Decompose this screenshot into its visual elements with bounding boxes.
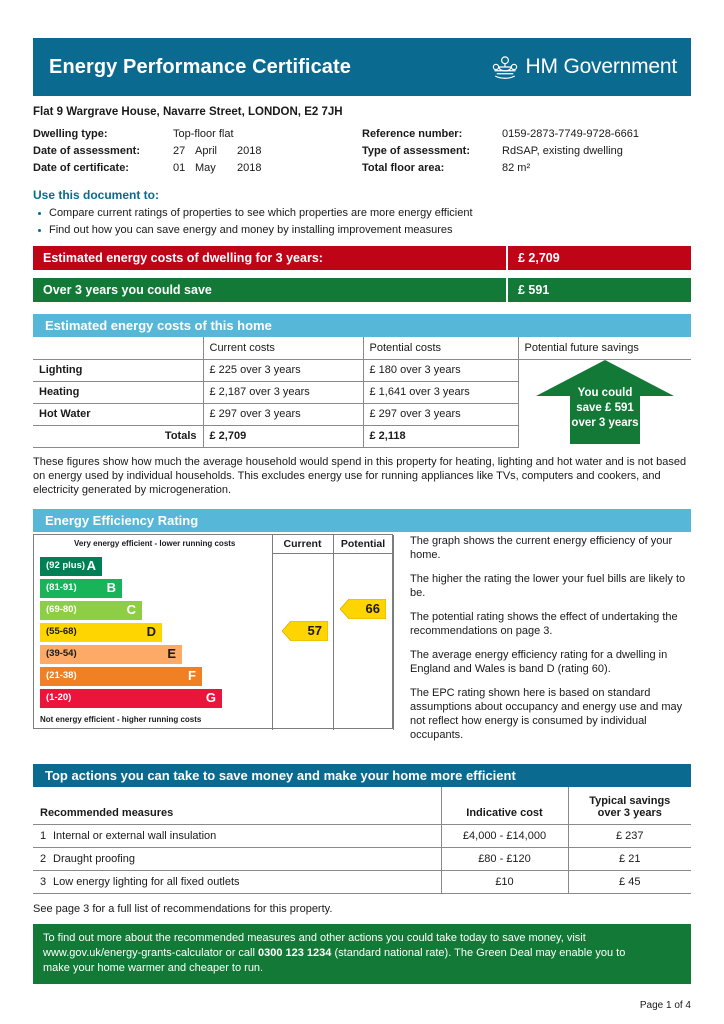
detail-value: 82 m² [502,162,531,174]
band-letter: B [106,579,116,595]
savings-line-1: You could [577,387,633,400]
costs-note: These figures show how much the average household would spend in this property for heating, lighting and hot water and is not based on energy used by individual households. This excludes energy use for running appliances like TVs, computers and cookers, and electricity generated by microgeneration. [33,455,687,496]
measure-name [33,871,441,894]
band-range: (21-38) [46,669,77,681]
savings-arrow [519,358,692,446]
detail-row [362,127,691,141]
measure-savings: £ 45 [568,871,691,894]
savings-line-3: over 3 years [571,417,639,430]
efficiency-section-title: Energy Efficiency Rating [33,509,691,532]
band-range: (92 plus) [46,559,86,571]
use-document-title: Use this document to: [33,188,160,202]
cost-row-current: £ 297 over 3 years [203,403,363,425]
table-row [33,825,691,848]
band-letter: C [126,601,136,617]
top-actions-title: Top actions you can take to save money and make your home more efficient [33,764,691,787]
measure-savings: £ 237 [568,825,691,848]
detail-label: Total floor area: [362,162,445,174]
table-row [33,871,691,894]
green-deal-line-2-tail: (standard national rate). The Green Deal may enable you to [331,947,626,959]
efficiency-explanation [398,534,691,752]
certificate-month: May [195,162,216,174]
page-title: Energy Performance Certificate [49,55,352,78]
cost-row-name: Hot Water [33,403,203,425]
column-header-blank [33,337,203,359]
list-item: Compare current ratings of properties to see which properties are more energy efficient [33,206,691,221]
savings-arrow-cell [518,359,691,447]
efficiency-paragraph: The graph shows the current energy efficiency of your home. [410,534,673,561]
green-deal-box [33,924,691,984]
estimated-cost-label: Estimated energy costs of dwelling for 3 years: [43,251,323,265]
detail-row [362,144,691,158]
detail-value: Top-floor flat [173,128,234,140]
column-header-cost: Indicative cost [441,787,568,825]
assessment-day: 27 [173,145,186,157]
document-header [33,38,691,96]
band-range: (69-80) [46,603,77,615]
green-deal-phone: 0300 123 1234 [258,947,332,959]
measure-name [33,825,441,848]
band-letter: D [146,623,156,639]
band-letter: E [167,645,176,661]
costs-section-title: Estimated energy costs of this home [33,314,691,337]
detail-row [33,161,362,175]
band-range: (1-20) [46,691,72,703]
efficiency-graph-column [33,534,398,752]
detail-label: Reference number: [362,128,463,140]
green-deal-line-3: make your home warmer and cheaper to run. [43,962,264,974]
cost-row-name: Heating [33,381,203,403]
band-a [40,557,102,576]
efficiency-paragraph: The average energy efficiency rating for a dwelling in England and Wales is band D (rating 60). [410,648,668,675]
assessment-year: 2018 [237,145,262,157]
table-header-row [33,787,691,825]
savings-arrow-text [519,386,692,431]
measure-savings: £ 21 [568,848,691,871]
details-left-column [33,127,362,178]
list-item: Find out how you can save energy and money by installing improvement measures [33,223,691,238]
band-e [40,645,182,664]
detail-value [173,144,362,158]
cost-row-potential: £ 297 over 3 years [363,403,518,425]
column-header-measures: Recommended measures [33,787,441,825]
estimated-costs-table [33,337,691,448]
efficiency-paragraph: The EPC rating shown here is based on standard assumptions about occupancy and energy use and may not reflect how energy is consumed by individual occupants. [410,686,683,741]
current-rating-value: 57 [307,622,322,638]
table-row [33,359,691,381]
column-header-savings: Potential future savings [518,337,691,359]
property-address: Flat 9 Wargrave House, Navarre Street, LONDON, E2 7JH [33,106,343,118]
detail-value [173,161,362,175]
graph-bottom-label: Not energy efficient - higher running costs [40,714,202,724]
assessment-month: April [195,145,218,157]
column-header-savings [568,787,691,825]
use-document-list [33,206,691,238]
crown-icon [490,52,520,82]
measure-cost: £80 - £120 [441,848,568,871]
totals-potential: £ 2,118 [363,425,518,447]
band-c [40,601,142,620]
column-header-current-rating: Current [283,537,322,550]
detail-value: 0159-2873-7749-9728-6661 [502,128,640,140]
current-potential-columns [272,535,394,730]
savings-line-2: save £ 591 [576,402,634,415]
detail-label: Date of certificate: [33,162,129,174]
efficiency-section [33,534,691,752]
details-right-column [362,127,691,178]
band-g [40,689,222,708]
see-page-note: See page 3 for a full list of recommendations for this property. [33,903,333,915]
measure-cost: £4,000 - £14,000 [441,825,568,848]
detail-label: Date of assessment: [33,145,140,157]
detail-label: Type of assessment: [362,145,471,157]
estimated-cost-amount: £ 2,709 [506,246,691,270]
measure-text: Draught proofing [53,853,135,865]
measure-number: 3 [40,876,47,888]
measure-name [33,848,441,871]
detail-row [362,161,691,175]
cost-row-potential: £ 180 over 3 years [363,359,518,381]
column-header-potential-rating: Potential [340,537,386,550]
efficiency-paragraph: The higher the rating the lower your fuel bills are likely to be. [410,572,686,599]
cost-row-current: £ 225 over 3 years [203,359,363,381]
column-header-potential: Potential costs [363,337,518,359]
column-header-current: Current costs [203,337,363,359]
top-actions-table [33,787,691,895]
column-header-savings-line1: Typical savings [589,795,671,807]
band-d [40,623,162,642]
property-details [33,127,691,178]
measure-text: Low energy lighting for all fixed outlets [53,876,240,888]
band-letter: F [188,667,196,683]
graph-top-label: Very energy efficient - lower running costs [74,538,236,548]
detail-row [33,144,362,158]
cost-row-potential: £ 1,641 over 3 years [363,381,518,403]
cost-row-name: Lighting [33,359,203,381]
band-range: (55-68) [46,625,77,637]
band-b [40,579,122,598]
green-deal-link[interactable]: www.gov.uk/energy-grants-calculator or call [43,947,258,959]
totals-current: £ 2,709 [203,425,363,447]
table-row [33,848,691,871]
cost-row-current: £ 2,187 over 3 years [203,381,363,403]
current-rating-tag [282,621,328,641]
band-f [40,667,202,686]
band-letter: A [86,557,96,573]
green-deal-line-1: To find out more about the recommended measures and other actions you could take today to save money, visit [43,932,586,944]
measure-cost: £10 [441,871,568,894]
measure-number: 1 [40,830,47,842]
band-range: (39-54) [46,647,77,659]
efficiency-graph [33,534,393,729]
detail-row [33,127,362,141]
column-header-savings-line2: over 3 years [597,807,662,819]
band-range: (81-91) [46,581,77,593]
hm-government-logo [490,52,677,82]
measure-text: Internal or external wall insulation [53,830,217,842]
certificate-year: 2018 [237,162,262,174]
savings-bar [33,278,691,302]
certificate-day: 01 [173,162,186,174]
savings-amount: £ 591 [506,278,691,302]
potential-rating-value: 66 [365,600,380,616]
savings-label: Over 3 years you could save [43,283,212,297]
potential-rating-tag [340,599,386,619]
table-header-row [33,337,691,359]
efficiency-paragraph: The potential rating shows the effect of undertaking the recommendations on page 3. [410,610,678,637]
measure-number: 2 [40,853,47,865]
hm-government-text: HM Government [525,55,677,78]
detail-label: Dwelling type: [33,128,108,140]
estimated-cost-bar [33,246,691,270]
band-letter: G [205,689,216,705]
page-number: Page 1 of 4 [639,1000,691,1011]
totals-label: Totals [33,425,203,447]
green-deal-line-2 [43,946,681,961]
detail-value: RdSAP, existing dwelling [502,145,623,157]
